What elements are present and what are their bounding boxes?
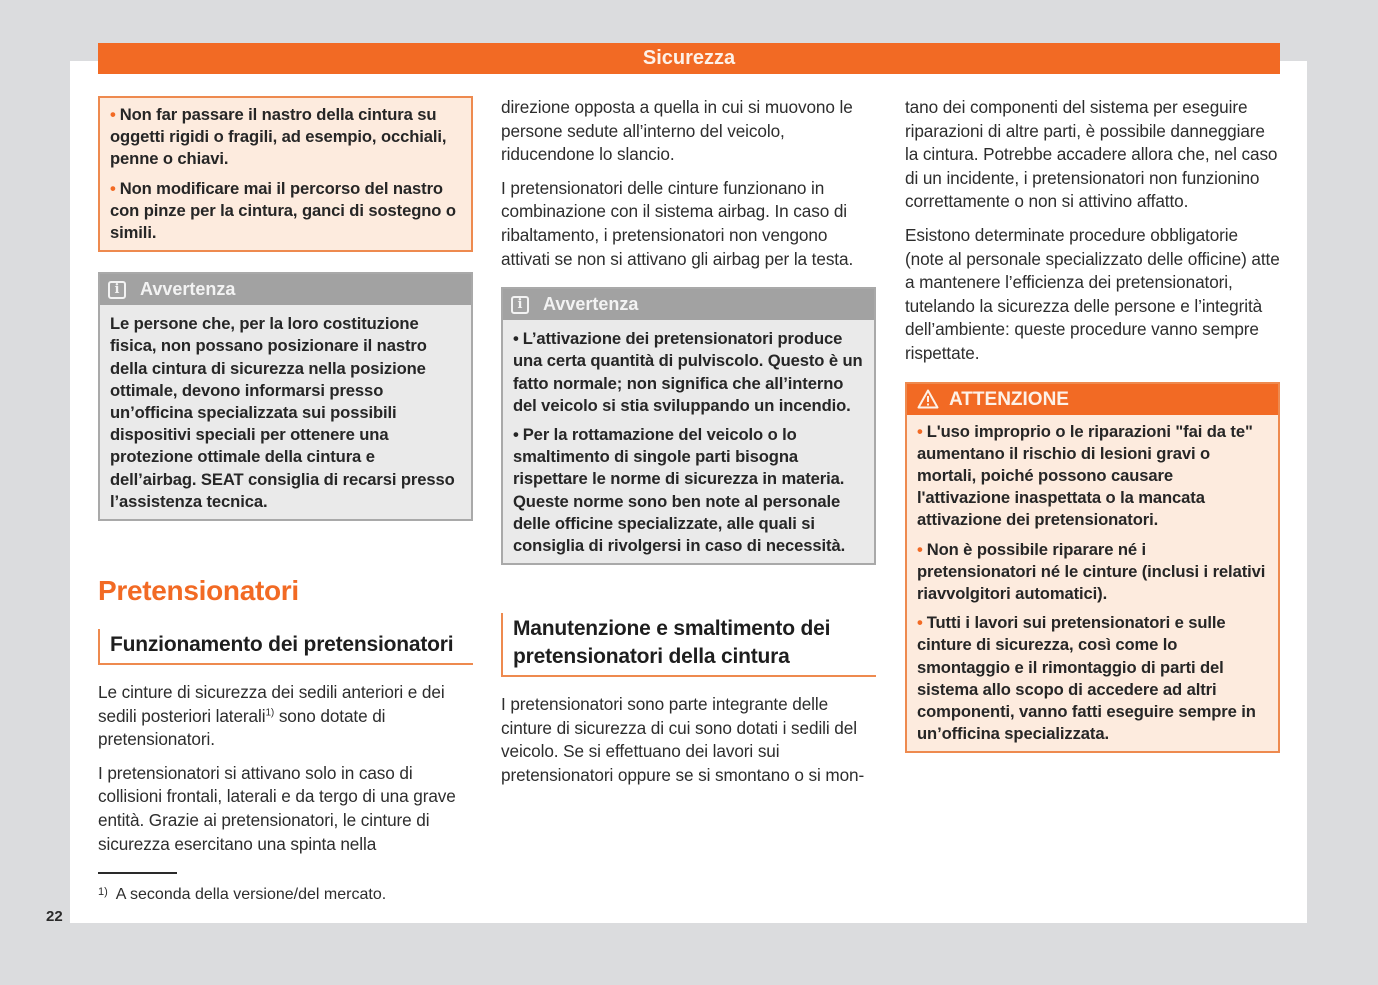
paragraph: tano dei componenti del sistema per eseguire riparazioni di altre parti, è possibile danneggiare la cintura. Potrebbe accadere allora che, nel caso di un incidente, i pretensionatori non funzionino correttamente o non si attivino affatto.	[905, 97, 1278, 212]
warning-item: • L'uso improprio o le riparazioni "fai da te" aumentano il rischio di lesioni gravi o mortali, poiché possono causare l'attivazione inaspettata o la mancata attivazione dei pretensionatori.	[917, 421, 1253, 530]
bullet-icon: •	[110, 178, 116, 198]
warning-box-body	[907, 415, 1278, 752]
footnote-mark: 1)	[98, 886, 108, 898]
bullet-icon: •	[917, 613, 923, 633]
footnote-divider	[98, 872, 177, 874]
paragraph: I pretensionatori sono parte integrante delle cinture di sicurezza di cui sono dotati i sedili del veicolo. Se si effettuano dei lavori sui pretensionatori oppure se si smontano o si mon-	[501, 694, 865, 785]
footnote-reference[interactable]: 1)	[265, 706, 275, 718]
note-box-header	[503, 289, 874, 320]
warning-item: • Non è possibile riparare né i pretensionatori né le cinture (inclusi i relativi riavvolgitori automatici).	[917, 539, 1266, 603]
warning-box	[905, 382, 1280, 754]
note-box-title: Avvertenza	[140, 279, 236, 300]
caution-box	[98, 96, 473, 252]
page-number: 22	[46, 908, 63, 925]
section-header-bar	[98, 43, 1280, 74]
bullet-icon: •	[513, 424, 519, 444]
info-icon: i	[108, 281, 126, 299]
note-text: Le persone che, per la loro costituzione fisica, non possano posizionare il nastro della cintura di sicurezza nella posizione ottimale, devono informarsi presso un’officina specializzata sui possibili dispositivi speciali per ottenere una protezione ottimale della cintura e dell’airbag. SEAT consiglia di recarsi presso l’assistenza tecnica.	[110, 314, 455, 511]
subheading: Funzionamento dei pretensionatori	[98, 629, 473, 665]
column-1	[98, 96, 473, 866]
warning-item: • Tutti i lavori sui pretensionatori e sulle cinture di sicurezza, così come lo smontaggio e il rimontaggio di parti del sistema allo scopo di accedere ad altri componenti, vanno fatti eseguire sempre in un’officina specializzata.	[917, 613, 1256, 744]
warning-box-title: ATTENZIONE	[949, 388, 1069, 410]
bullet-icon: •	[917, 539, 923, 559]
note-item: • L’attivazione dei pretensionatori produce una certa quantità di pulviscolo. Questo è un fatto normale; non significa che all’interno del veicolo si stia sviluppando un incendio.	[513, 329, 863, 415]
warning-triangle-icon	[917, 389, 939, 409]
note-box-header	[100, 274, 471, 305]
section-heading: Pretensionatori	[98, 575, 299, 607]
paragraph: Esistono determinate procedure obbligatorie (note al personale specializzato delle officine) atte a mantenere l’efficienza dei pretensionatori, tutelando la sicurezza delle persone e l’integrità dell’ambiente: queste procedure vanno sempre rispettate.	[905, 224, 1280, 363]
column-3	[905, 96, 1280, 753]
footnote-text: A seconda della versione/del mercato.	[115, 886, 387, 903]
note-item: • Per la rottamazione del veicolo o lo smaltimento di singole parti bisogna rispettare le norme di sicurezza in materia. Queste norme sono ben note al personale delle officine specializzate, alle quali si consiglia di rivolgersi in caso di necessità.	[513, 424, 846, 555]
caution-item: • Non far passare il nastro della cintura su oggetti rigidi o fragili, ad esempio, occhiali, penne o chiavi.	[110, 105, 447, 169]
bullet-icon: •	[110, 105, 116, 124]
caution-item: • Non modificare mai il percorso del nastro con pinze per la cintura, ganci di sostegno o simili.	[110, 178, 456, 243]
paragraph: direzione opposta a quella in cui si muovono le persone sedute all’interno del veicolo, riducendone lo slancio.	[501, 97, 853, 165]
note-box	[501, 287, 876, 565]
footnote	[98, 886, 386, 904]
bullet-icon: •	[513, 329, 519, 349]
note-box-body	[100, 305, 471, 519]
paragraph: Le cinture di sicurezza dei sedili anteriori e dei sedili posteriori laterali$^{1)}$ sono dotate di pretensionatori.	[98, 682, 445, 750]
bullet-icon: •	[917, 421, 923, 441]
note-box-body	[503, 320, 874, 563]
note-box-title: Avvertenza	[543, 294, 639, 315]
section-title: Sicurezza	[642, 47, 736, 69]
warning-box-header	[907, 384, 1278, 415]
note-box	[98, 272, 473, 521]
subheading: Manutenzione e smaltimento dei pretensionatori della cintura	[501, 613, 876, 677]
paragraph: I pretensionatori si attivano solo in caso di collisioni frontali, laterali e da tergo di una grave entità. Grazie ai pretensionatori, le cinture di sicurezza esercitano una spinta nella	[98, 762, 456, 854]
column-2	[501, 96, 876, 798]
info-icon: i	[511, 296, 529, 314]
paragraph: I pretensionatori delle cinture funzionano in combinazione con il sistema airbag. In caso di ribaltamento, i pretensionatori non vengono attivati se non si attivano gli airbag per la testa.	[501, 177, 854, 269]
